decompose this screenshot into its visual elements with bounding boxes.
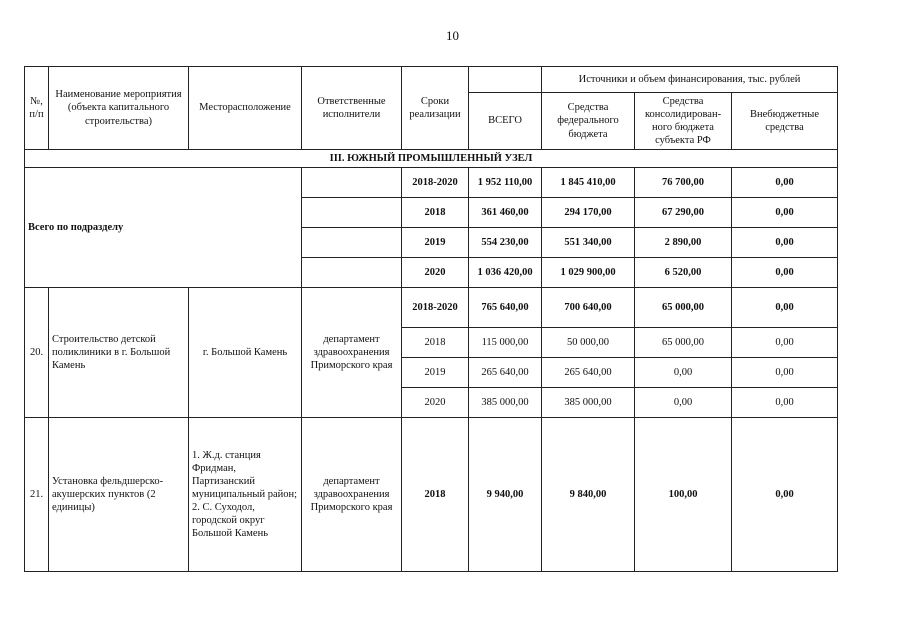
section-row <box>25 150 838 168</box>
header-name: Наименование мероприятия (объекта капитального строительства) <box>49 67 189 150</box>
item-federal: 265 640,00 <box>542 358 635 388</box>
item-federal: 385 000,00 <box>542 388 635 418</box>
subtotal-row <box>25 168 838 198</box>
item-federal: 50 000,00 <box>542 328 635 358</box>
subtotal-extra: 0,00 <box>732 228 838 258</box>
item-location: г. Большой Камень <box>189 288 302 418</box>
item-regional: 65 000,00 <box>635 288 732 328</box>
subtotal-period: 2018 <box>402 198 469 228</box>
subtotal-total: 554 230,00 <box>469 228 542 258</box>
item-period: 2019 <box>402 358 469 388</box>
subtotal-federal: 1 845 410,00 <box>542 168 635 198</box>
subtotal-regional: 2 890,00 <box>635 228 732 258</box>
item-extra: 0,00 <box>732 328 838 358</box>
item-executor: департамент здравоохранения Приморского края <box>302 288 402 418</box>
item-period: 2020 <box>402 388 469 418</box>
subtotal-period: 2020 <box>402 258 469 288</box>
item-extra: 0,00 <box>732 418 838 572</box>
item-period: 2018 <box>402 328 469 358</box>
item-num: 21. <box>25 418 49 572</box>
header-terms: Сроки реализации <box>402 67 469 150</box>
subtotal-extra: 0,00 <box>732 258 838 288</box>
subtotal-period: 2019 <box>402 228 469 258</box>
subtotal-extra: 0,00 <box>732 198 838 228</box>
subtotal-regional: 6 520,00 <box>635 258 732 288</box>
header-extra: Внебюджетные средства <box>732 93 838 150</box>
item-period: 2018-2020 <box>402 288 469 328</box>
subtotal-extra: 0,00 <box>732 168 838 198</box>
subtotal-total: 361 460,00 <box>469 198 542 228</box>
item-num: 20. <box>25 288 49 418</box>
subtotal-period: 2018-2020 <box>402 168 469 198</box>
item-total: 115 000,00 <box>469 328 542 358</box>
item-regional: 65 000,00 <box>635 328 732 358</box>
subtotal-regional: 67 290,00 <box>635 198 732 228</box>
item-total: 385 000,00 <box>469 388 542 418</box>
header-executors: Ответственные исполнители <box>302 67 402 150</box>
header-location: Месторасположение <box>189 67 302 150</box>
item-regional: 0,00 <box>635 358 732 388</box>
subtotal-total: 1 952 110,00 <box>469 168 542 198</box>
page-number: 10 <box>446 28 459 43</box>
item-row <box>25 418 838 572</box>
subtotal-federal: 551 340,00 <box>542 228 635 258</box>
item-name: Установка фельдшерско-акушерских пунктов (2 единицы) <box>49 418 189 572</box>
item-regional: 0,00 <box>635 388 732 418</box>
item-federal: 9 840,00 <box>542 418 635 572</box>
subtotal-federal: 1 029 900,00 <box>542 258 635 288</box>
section-title: III. ЮЖНЫЙ ПРОМЫШЛЕННЫЙ УЗЕЛ <box>25 150 838 168</box>
header-row-top <box>25 67 838 93</box>
item-regional: 100,00 <box>635 418 732 572</box>
item-row <box>25 288 838 328</box>
item-period: 2018 <box>402 418 469 572</box>
header-regional: Средства консолидирован-ного бюджета субъекта РФ <box>635 93 732 150</box>
header-num: №, п/п <box>25 67 49 150</box>
header-federal: Средства федерального бюджета <box>542 93 635 150</box>
subtotal-total: 1 036 420,00 <box>469 258 542 288</box>
subtotal-label: Всего по подразделу <box>25 168 302 288</box>
item-name: Строительство детской поликлиники в г. Большой Камень <box>49 288 189 418</box>
subtotal-regional: 76 700,00 <box>635 168 732 198</box>
subtotal-federal: 294 170,00 <box>542 198 635 228</box>
financing-table <box>24 66 838 572</box>
item-extra: 0,00 <box>732 388 838 418</box>
item-executor: департамент здравоохранения Приморского края <box>302 418 402 572</box>
item-extra: 0,00 <box>732 288 838 328</box>
item-location: 1. Ж.д. станция Фридман, Партизанский муниципальный район; 2. С. Суходол, городской округ Большой Камень <box>189 418 302 572</box>
item-total: 9 940,00 <box>469 418 542 572</box>
item-total: 265 640,00 <box>469 358 542 388</box>
header-total: ВСЕГО <box>469 93 542 150</box>
item-federal: 700 640,00 <box>542 288 635 328</box>
item-extra: 0,00 <box>732 358 838 388</box>
header-sources: Источники и объем финансирования, тыс. рублей <box>542 67 838 93</box>
item-total: 765 640,00 <box>469 288 542 328</box>
